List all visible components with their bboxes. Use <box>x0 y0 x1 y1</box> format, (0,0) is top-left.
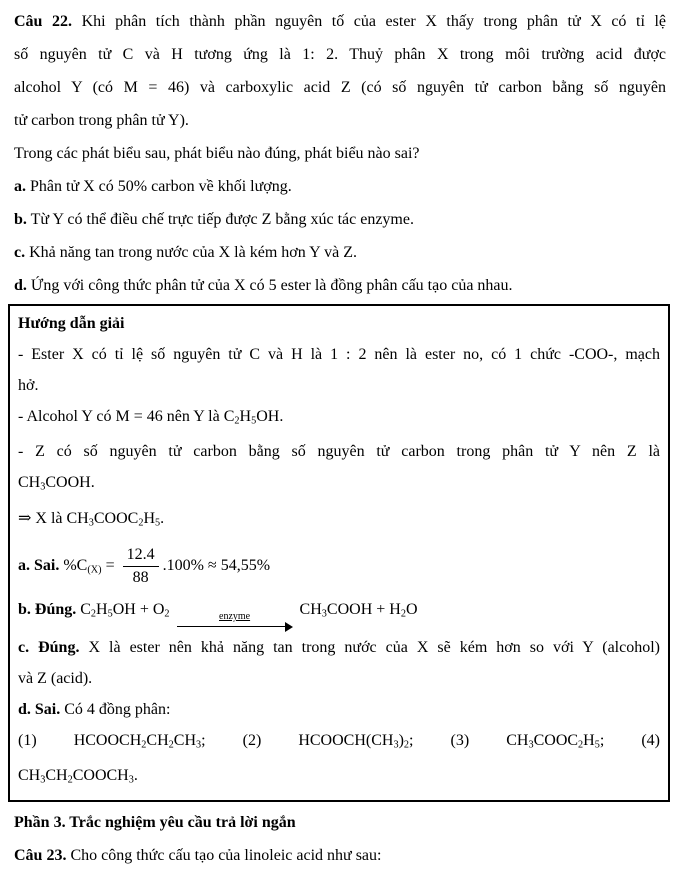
text-run: Trong các phát biểu sau, phát biểu nào đúng, phát biểu nào sai? <box>14 145 420 162</box>
reaction-arrow <box>177 611 293 632</box>
text-line <box>14 38 666 71</box>
text-line <box>18 467 660 502</box>
text-run: OH. <box>256 408 284 425</box>
text-run: b. Đúng. <box>18 600 81 618</box>
text-run: COOCH <box>72 767 129 784</box>
text-run: O <box>405 600 418 618</box>
question-22-section <box>14 5 666 302</box>
text-line <box>18 436 660 467</box>
text-line <box>18 694 660 725</box>
subscript: 5 <box>155 516 161 528</box>
text-run: H <box>143 509 155 527</box>
text-run: COOC <box>533 731 579 749</box>
text-run: Cho công thức cấu tạo của linoleic acid như sau: <box>66 847 382 865</box>
subscript: (X) <box>87 564 102 576</box>
subscript: 3 <box>196 739 202 750</box>
text-run: - Z có số nguyên tử carbon bằng số nguyên tử carbon trong phân tử Y nên Z là <box>18 443 660 461</box>
text-run: . <box>133 767 138 784</box>
text-run: a. Sai. <box>18 556 64 574</box>
subscript: 2 <box>400 608 406 619</box>
text-run: c. Đúng. <box>18 638 89 656</box>
text-run: Khả năng tan trong nước của X là kém hơn Y và Z. <box>25 244 357 261</box>
text-run: số nguyên tử C và H tương ứng là 1: 2. Thuỷ phân X trong môi trường acid được <box>14 46 666 63</box>
reaction-arrow-label: enzyme <box>219 610 251 622</box>
subscript: 3 <box>321 608 327 619</box>
text-run: c. <box>14 244 26 261</box>
text-run: d. Sai. <box>18 700 65 718</box>
text-run: CH <box>18 767 41 784</box>
text-line <box>18 725 660 760</box>
text-run: (1) HCOOCH <box>18 731 142 749</box>
text-run: d. <box>14 277 27 294</box>
part3-section <box>14 806 666 872</box>
text-line <box>14 71 666 104</box>
text-run: C <box>80 600 91 618</box>
subscript: 2 <box>141 739 147 750</box>
subscript: 2 <box>168 739 174 750</box>
text-line <box>14 104 666 137</box>
fraction-denominator: 88 <box>132 568 149 586</box>
text-run: ; (2) HCOOCH(CH <box>201 731 394 749</box>
subscript: 5 <box>107 608 113 619</box>
text-run: - Alcohol Y có M = 46 nên Y là C <box>18 408 235 425</box>
text-run: tử carbon trong phân tử Y). <box>14 112 189 129</box>
text-line <box>18 663 660 694</box>
text-run: và Z (acid). <box>18 669 93 687</box>
text-run: COOH + H <box>326 600 401 618</box>
text-line <box>14 236 666 269</box>
subscript: 2 <box>164 608 170 619</box>
text-run: = <box>101 556 119 574</box>
text-run: Câu 22. <box>14 13 73 30</box>
text-line <box>14 137 666 170</box>
text-run: Phần 3. Trắc nghiệm yêu cầu trả lời ngắn <box>14 814 296 832</box>
fraction <box>121 545 161 588</box>
text-run: H <box>239 408 252 425</box>
text-line <box>14 806 666 839</box>
text-line <box>18 594 660 632</box>
text-run: - Ester X có tỉ lệ số nguyên tử C và H là 1 : 2 nên là ester no, có 1 chức -COO-, mạch <box>18 346 660 363</box>
text-line <box>18 370 660 401</box>
text-run: a. <box>14 178 26 195</box>
text-run: CH <box>18 474 41 492</box>
text-run: H <box>96 600 108 618</box>
text-run: ; (3) CH <box>409 731 529 749</box>
text-run: CH <box>45 767 68 784</box>
subscript: 2 <box>578 739 584 750</box>
text-run: Phân tử X có 50% carbon về khối lượng. <box>26 178 292 195</box>
subscript: 2 <box>67 774 73 786</box>
text-run: Từ Y có thể điều chế trực tiếp được Z bằng xúc tác enzyme. <box>26 211 414 228</box>
subscript: 2 <box>234 415 240 427</box>
text-run: ; (4) <box>599 731 661 749</box>
fraction-numerator: 12.4 <box>123 545 159 567</box>
text-line <box>18 401 660 436</box>
text-line <box>18 632 660 663</box>
text-run: Hướng dẫn giải <box>18 315 125 332</box>
text-run: COOC <box>93 509 139 527</box>
text-run: .100% ≈ 54,55% <box>162 556 271 574</box>
subscript: 5 <box>594 739 600 750</box>
solution-box <box>8 304 670 802</box>
subscript: 5 <box>251 415 257 427</box>
text-run: H <box>583 731 595 749</box>
subscript: 3 <box>393 739 399 750</box>
text-line <box>18 538 660 594</box>
text-run: ⇒ X là CH <box>18 509 89 527</box>
text-run: Ứng với công thức phân tử của X có 5 ester là đồng phân cấu tạo của nhau. <box>26 277 513 294</box>
subscript: 3 <box>528 739 534 750</box>
text-run: %C <box>63 556 88 574</box>
subscript: 3 <box>128 774 134 786</box>
text-run: CH <box>173 731 196 749</box>
text-run: Có 4 đồng phân: <box>64 700 171 718</box>
text-run: OH + O <box>112 600 165 618</box>
text-run: Khi phân tích thành phần nguyên tố của ester X thấy trong phân tử X có tỉ lệ <box>72 13 666 30</box>
text-line <box>18 760 660 795</box>
text-run: CH <box>146 731 169 749</box>
text-line <box>14 839 666 872</box>
text-line <box>18 339 660 370</box>
text-run: COOH. <box>45 474 95 492</box>
text-run: X là ester nên khả năng tan trong nước của X sẽ kém hơn so với Y (alcohol) <box>88 638 661 656</box>
subscript: 2 <box>90 608 97 619</box>
text-run: alcohol Y (có M = 46) và carboxylic acid Z (có số nguyên tử carbon bằng số nguyên <box>14 79 666 96</box>
text-run: hở. <box>18 377 39 394</box>
subscript: 3 <box>40 481 46 493</box>
subscript: 2 <box>403 739 410 750</box>
subscript: 2 <box>138 516 144 528</box>
text-line <box>14 170 666 203</box>
subscript: 3 <box>40 774 46 786</box>
text-run: CH <box>299 600 322 618</box>
text-line <box>14 5 666 38</box>
text-run: ) <box>398 731 404 749</box>
text-line <box>14 203 666 236</box>
text-line <box>18 503 660 538</box>
text-line <box>18 308 660 339</box>
text-run: . <box>160 509 165 527</box>
text-run: b. <box>14 211 27 228</box>
reaction-arrow-shaft <box>177 622 293 632</box>
subscript: 3 <box>88 516 94 528</box>
text-line <box>14 269 666 302</box>
text-run: Câu 23. <box>14 847 67 865</box>
